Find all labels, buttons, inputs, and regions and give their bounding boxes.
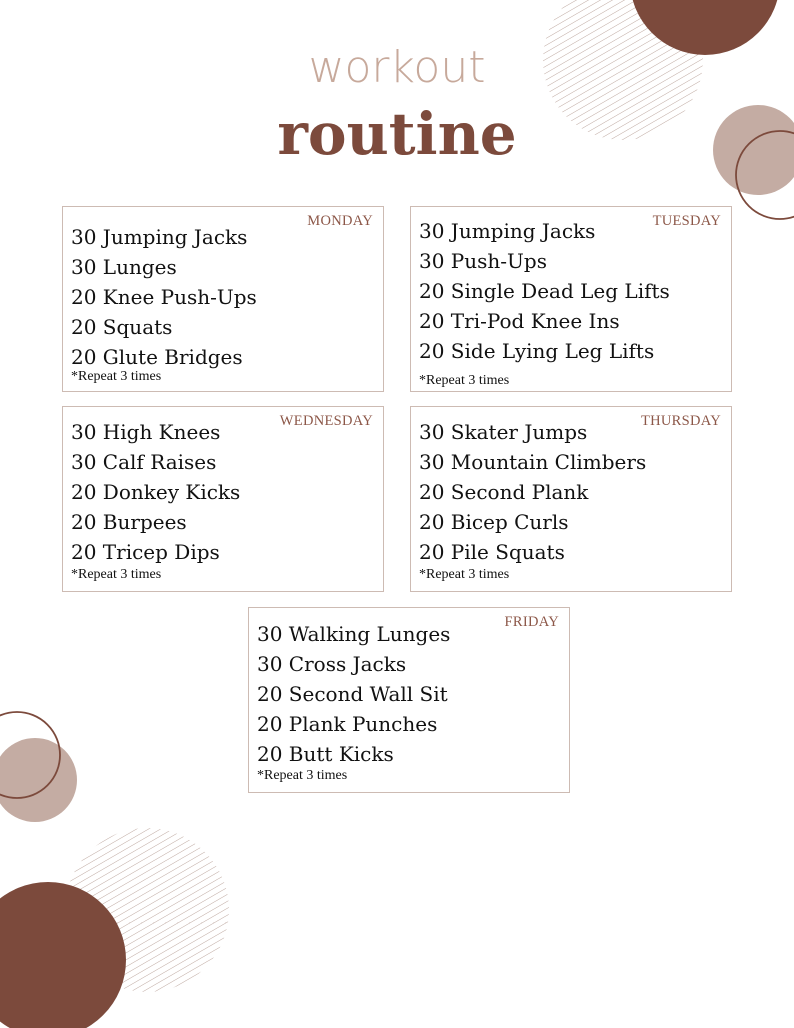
exercise-list (419, 417, 646, 567)
repeat-note: *Repeat 3 times (419, 373, 510, 388)
exercise-item: 20 Side Lying Leg Lifts (419, 339, 655, 363)
exercise-item: 30 Lunges (71, 255, 177, 279)
exercise-item: 20 Burpees (71, 510, 187, 534)
exercise-item: 20 Pile Squats (419, 540, 565, 564)
repeat-note: *Repeat 3 times (257, 768, 348, 783)
monday-card (62, 206, 384, 392)
day-label: WEDNESDAY (279, 413, 373, 429)
exercise-item: 20 Knee Push-Ups (71, 285, 257, 309)
exercise-item: 20 Donkey Kicks (71, 480, 241, 504)
day-label: MONDAY (307, 213, 373, 229)
wednesday-card (62, 406, 384, 592)
repeat-note: *Repeat 3 times (71, 567, 162, 582)
day-label: THURSDAY (640, 413, 721, 429)
repeat-note: *Repeat 3 times (71, 369, 162, 384)
day-label: TUESDAY (652, 213, 721, 229)
exercise-item: 30 Jumping Jacks (419, 219, 596, 243)
exercise-item: 20 Single Dead Leg Lifts (419, 279, 670, 303)
title-workout: workout (308, 42, 486, 93)
exercise-item: 20 Bicep Curls (419, 510, 569, 534)
exercise-item: 20 Plank Punches (257, 712, 438, 736)
exercise-item: 30 Cross Jacks (257, 652, 407, 676)
repeat-note: *Repeat 3 times (419, 567, 510, 582)
exercise-item: 30 High Knees (71, 420, 221, 444)
exercise-list (71, 222, 257, 372)
exercise-list (71, 417, 240, 567)
exercise-item: 30 Calf Raises (71, 450, 217, 474)
tuesday-card (410, 206, 732, 392)
exercise-item: 20 Squats (71, 315, 173, 339)
exercise-item: 20 Second Wall Sit (257, 682, 448, 706)
exercise-item: 30 Push-Ups (419, 249, 547, 273)
exercise-item: 20 Second Plank (419, 480, 589, 504)
exercise-list (257, 619, 450, 769)
title-routine: routine (277, 100, 517, 168)
exercise-item: 30 Walking Lunges (257, 622, 451, 646)
mauve-circle-left (0, 738, 77, 822)
exercise-item: 20 Tri-Pod Knee Ins (419, 309, 620, 333)
thursday-card (410, 406, 732, 592)
exercise-item: 20 Glute Bridges (71, 345, 243, 369)
exercise-item: 30 Skater Jumps (419, 420, 588, 444)
exercise-item: 20 Butt Kicks (257, 742, 394, 766)
exercise-item: 30 Jumping Jacks (71, 225, 248, 249)
day-label: FRIDAY (504, 614, 559, 630)
friday-card (248, 607, 570, 793)
exercise-list (419, 216, 670, 366)
exercise-item: 20 Tricep Dips (71, 540, 220, 564)
exercise-item: 30 Mountain Climbers (419, 450, 647, 474)
